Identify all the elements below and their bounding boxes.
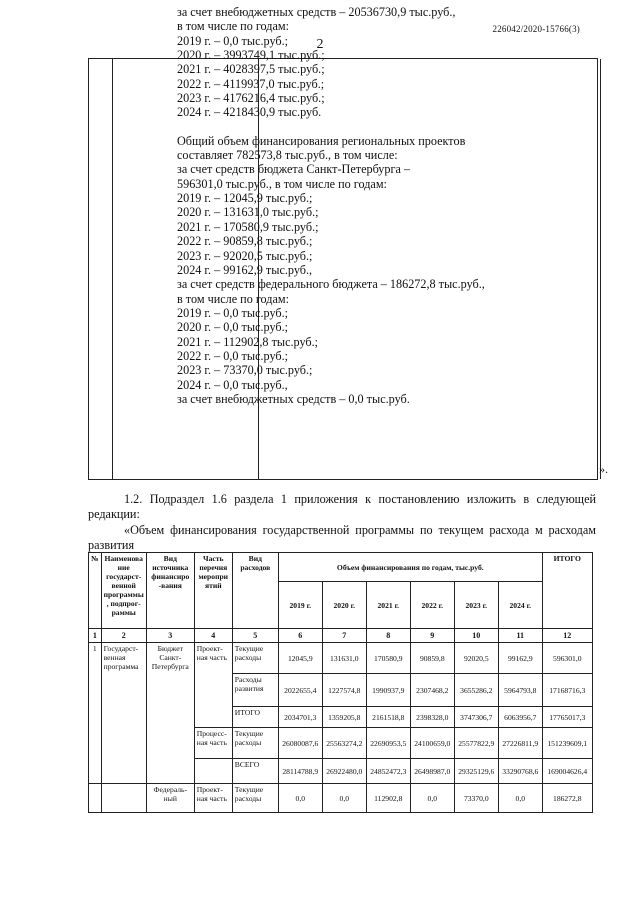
measures-part: Проект- ная часть — [194, 784, 232, 813]
value-cell: 17168716,3 — [542, 674, 592, 707]
text-line: 2021 г. – 170580,9 тыс.руб.; — [177, 219, 319, 234]
value-cell: 596301,0 — [542, 643, 592, 674]
value-cell: 169004626,4 — [542, 759, 592, 784]
text-line: Общий объем финансирования региональных проектов — [177, 133, 466, 148]
column-index: 8 — [366, 629, 410, 643]
value-cell: 3655286,2 — [454, 674, 498, 707]
text-line: 2019 г. – 0,0 тыс.руб.; — [177, 33, 289, 48]
value-cell: 26498987,0 — [410, 759, 454, 784]
value-cell: 5964793,8 — [498, 674, 542, 707]
value-cell: 6063956,7 — [498, 707, 542, 728]
text-line: 2019 г. – 12045,9 тыс.руб.; — [177, 191, 313, 206]
financing-table — [88, 552, 593, 813]
page-number: 2 — [316, 37, 324, 52]
text-line: 2022 г. – 4119937,0 тыс.руб.; — [177, 76, 325, 91]
header-year: 2020 г. — [322, 582, 366, 629]
amendment-paragraph: 1.2. Подраздел 1.6 раздела 1 приложения к постановлению изложить в следующей редакции: — [88, 492, 596, 521]
value-cell: 1227574,8 — [322, 674, 366, 707]
value-cell: 0,0 — [278, 784, 322, 813]
value-cell: 112902,8 — [366, 784, 410, 813]
header-program-name: Наименова ние государст- венной программы , подпрог- раммы — [101, 553, 146, 629]
column-index: 10 — [454, 629, 498, 643]
value-cell: 170580,9 — [366, 643, 410, 674]
value-cell: 0,0 — [322, 784, 366, 813]
text-line: в том числе по годам: — [177, 19, 289, 34]
value-cell: 3747306,7 — [454, 707, 498, 728]
text-line: составляет 782573,8 тыс.руб., в том числе: — [177, 148, 398, 163]
value-cell: 22690953,5 — [366, 728, 410, 759]
column-index: 11 — [498, 629, 542, 643]
measures-part: Проект- ная часть — [194, 643, 232, 728]
row-number: 1 — [89, 643, 102, 784]
value-cell: 28114788,9 — [278, 759, 322, 784]
text-line: 596301,0 тыс.руб., в том числе по годам: — [177, 176, 387, 191]
value-cell: 92020,5 — [454, 643, 498, 674]
value-cell: 186272,8 — [542, 784, 592, 813]
value-cell: 0,0 — [410, 784, 454, 813]
row-number — [89, 784, 102, 813]
value-cell: 1359205,8 — [322, 707, 366, 728]
table-row — [89, 643, 593, 674]
value-cell: 151239609,1 — [542, 728, 592, 759]
value-cell: 2034701,3 — [278, 707, 322, 728]
text-line: за счет средств федерального бюджета – 186272,8 тыс.руб., — [177, 277, 485, 292]
column-index: 2 — [101, 629, 146, 643]
value-cell: 99162,9 — [498, 643, 542, 674]
text-line: 2020 г. – 131631,0 тыс.руб.; — [177, 205, 319, 220]
header-year: 2024 г. — [498, 582, 542, 629]
measures-part: Процесс- ная часть — [194, 728, 232, 759]
text-line: в том числе по годам: — [177, 291, 289, 306]
text-line: 2020 г. – 3993749,1 тыс.руб.; — [177, 48, 325, 63]
column-index: 12 — [542, 629, 592, 643]
expense-type: Текущие расходы — [232, 784, 278, 813]
document-id: 226042/2020-15766(3) — [492, 24, 580, 34]
text-line: за счет средств бюджета Санкт-Петербурга – — [177, 162, 411, 177]
text-line: 2024 г. – 0,0 тыс.руб., — [177, 377, 288, 392]
value-cell: 17765017,3 — [542, 707, 592, 728]
value-cell: 12045,9 — [278, 643, 322, 674]
value-cell: 24852472,3 — [366, 759, 410, 784]
column-index: 1 — [89, 629, 102, 643]
column-index: 4 — [194, 629, 232, 643]
header-funding-source: Вид источника финансиро -вания — [146, 553, 194, 629]
text-line: 2023 г. – 4176216,4 тыс.руб.; — [177, 91, 325, 106]
column-index: 6 — [278, 629, 322, 643]
value-cell: 25577822,9 — [454, 728, 498, 759]
text-line: за счет внебюджетных средств – 20536730,9 тыс.руб., — [177, 5, 456, 19]
text-line: 2024 г. – 4218430,9 тыс.руб. — [177, 105, 322, 120]
quoted-section-title: «Объем финансирования государственной программы по текущем расхода м расходам развития — [88, 523, 596, 552]
column-index: 3 — [146, 629, 194, 643]
expense-type: Текущие расходы — [232, 728, 278, 759]
table-header-row — [89, 553, 593, 582]
text-line: 2019 г. – 0,0 тыс.руб.; — [177, 305, 289, 320]
text-line: 2024 г. – 99162,9 тыс.руб., — [177, 262, 313, 277]
text-line: 2021 г. – 4028397,5 тыс.руб.; — [177, 62, 325, 77]
value-cell: 27226811,9 — [498, 728, 542, 759]
value-cell: 1990937,9 — [366, 674, 410, 707]
header-year: 2021 г. — [366, 582, 410, 629]
value-cell: 2307468,2 — [410, 674, 454, 707]
expense-type: ИТОГО — [232, 707, 278, 728]
table-row — [89, 784, 593, 813]
text-line: 2021 г. – 112902,8 тыс.руб.; — [177, 334, 319, 349]
value-cell: 90859,8 — [410, 643, 454, 674]
program-name — [101, 784, 146, 813]
text-line: за счет внебюджетных средств – 0,0 тыс.руб. — [177, 391, 410, 406]
value-cell: 25563274,2 — [322, 728, 366, 759]
header-expense-type: Вид расходов — [232, 553, 278, 629]
column-index-row — [89, 629, 593, 643]
header-measures-part: Часть перечня меропри ятий — [194, 553, 232, 629]
value-cell: 26922480,0 — [322, 759, 366, 784]
measures-part — [194, 759, 232, 784]
table-column-divider — [600, 59, 601, 479]
value-cell: 33290768,6 — [498, 759, 542, 784]
column-index: 7 — [322, 629, 366, 643]
program-name: Государст- венная программа — [101, 643, 146, 784]
header-num: № — [89, 553, 102, 629]
value-cell: 0,0 — [498, 784, 542, 813]
value-cell: 29325129,6 — [454, 759, 498, 784]
header-year: 2019 г. — [278, 582, 322, 629]
header-total: ИТОГО — [542, 553, 592, 629]
funding-text-block — [177, 5, 517, 406]
funding-source: Бюджет Санкт- Петербурга — [146, 643, 194, 784]
text-line: 2023 г. – 92020,5 тыс.руб.; — [177, 248, 313, 263]
column-index: 5 — [232, 629, 278, 643]
spacer — [177, 120, 517, 134]
header-year: 2023 г. — [454, 582, 498, 629]
header-funding-by-years: Объем финансирования по годам, тыс.руб. — [278, 553, 542, 582]
value-cell: 2022655,4 — [278, 674, 322, 707]
text-line: 2023 г. – 73370,0 тыс.руб.; — [177, 363, 313, 378]
header-year: 2022 г. — [410, 582, 454, 629]
value-cell: 2398328,0 — [410, 707, 454, 728]
value-cell: 131631,0 — [322, 643, 366, 674]
table-column-divider — [112, 59, 113, 479]
value-cell: 73370,0 — [454, 784, 498, 813]
funding-source: Федераль- ный — [146, 784, 194, 813]
expense-type: Расходы развития — [232, 674, 278, 707]
column-index: 9 — [410, 629, 454, 643]
text-line: 2022 г. – 90859,8 тыс.руб.; — [177, 234, 313, 249]
text-line: 2022 г. – 0,0 тыс.руб.; — [177, 348, 289, 363]
closing-quote: ». — [599, 462, 608, 476]
expense-type: Текущие расходы — [232, 643, 278, 674]
value-cell: 26080087,6 — [278, 728, 322, 759]
value-cell: 24100659,0 — [410, 728, 454, 759]
text-line: 2020 г. – 0,0 тыс.руб.; — [177, 320, 289, 335]
value-cell: 2161518,8 — [366, 707, 410, 728]
expense-type: ВСЕГО — [232, 759, 278, 784]
